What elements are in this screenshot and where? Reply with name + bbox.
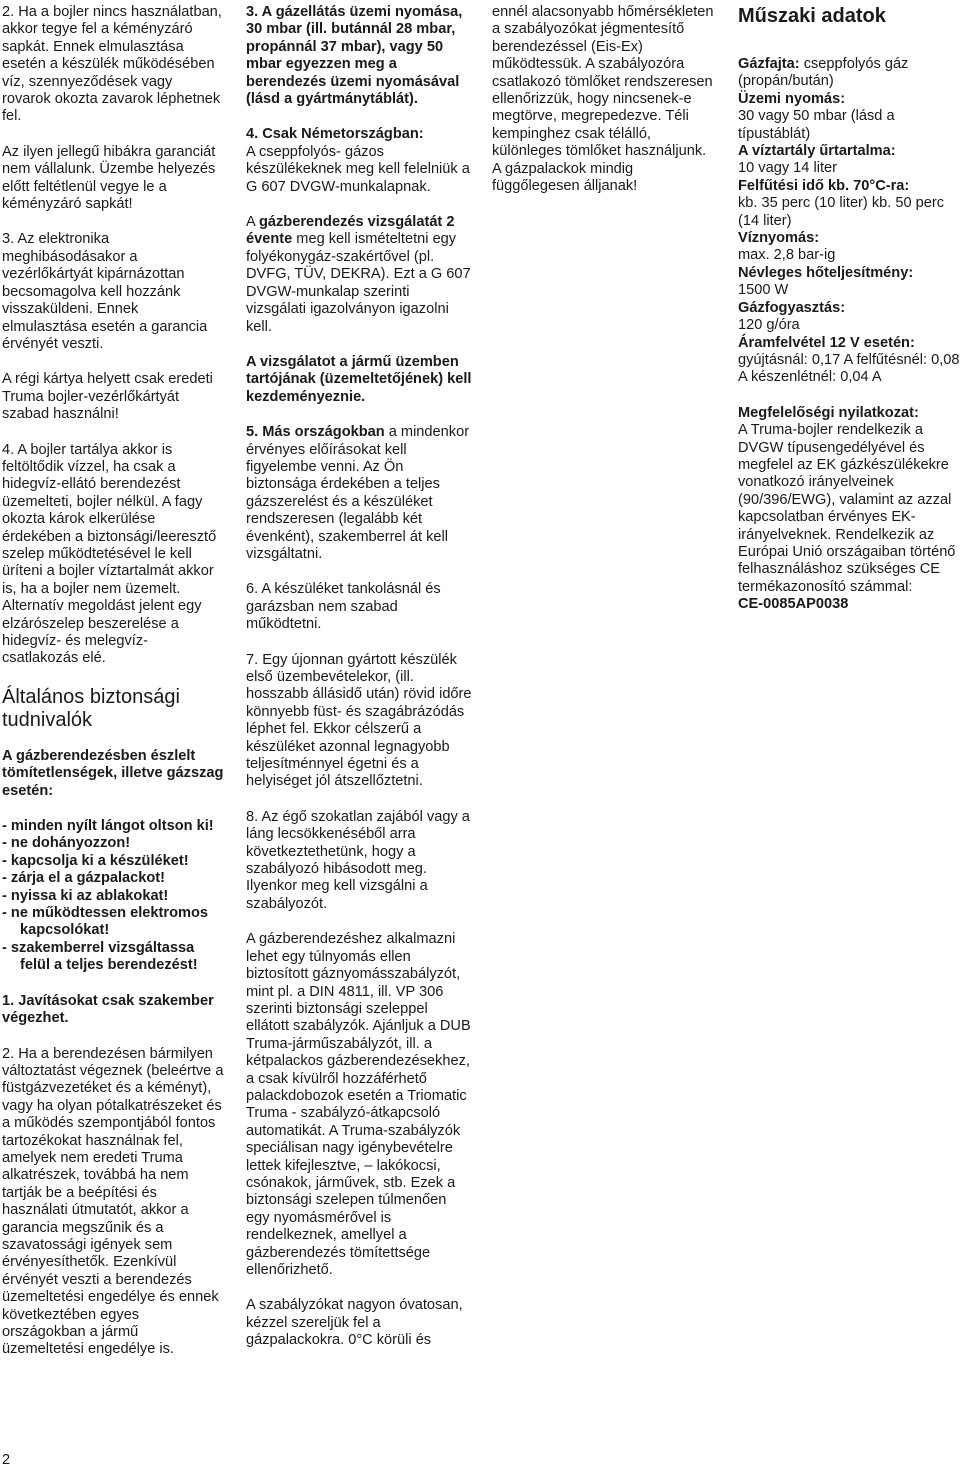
spec-operating-pressure xyxy=(738,91,960,143)
warning-item: - ne dohányozzon! xyxy=(2,835,131,852)
spec-label: Névleges hőteljesítmény: xyxy=(738,264,914,281)
column-2 xyxy=(246,4,472,1368)
spec-value: 10 vagy 14 liter xyxy=(738,160,837,177)
ce-code: CE-0085AP0038 xyxy=(738,596,849,613)
paragraph: A régi kártya helyett csak eredeti Truma bojler-vezérlőkártyát szabad használni! xyxy=(2,371,213,423)
paragraph: ennél alacsonyabb hőmérsékleten a szabályozókat jégmentesítő berendezéssel (Eis-Ex) működtessük. A szabályozóra csatlakozó tömlőket rendszeresen ellenőrizzük, hogy nincsenek-e megtörve, megrepedezve. Téli kempinghez csak télálló, különleges tömlőket használjunk. A gázpalackok mindig függőlegesen álljanak! xyxy=(492,4,714,195)
spec-gas-type xyxy=(738,56,960,91)
declaration-label: Megfelelőségi nyilatkozat: xyxy=(738,404,919,421)
warning-item: - kapcsolja ki a készüléket! xyxy=(2,852,189,869)
spec-value: cseppfolyós gáz (propán/bután) xyxy=(738,56,909,90)
column-3 xyxy=(492,4,718,213)
warning-item: - szakemberrel vizsgáltassa felül a teljes berendezést! xyxy=(2,939,198,974)
spec-value: 1500 W xyxy=(738,282,789,299)
safety-item-6: 6. A készüléket tankolásnál és garázsban nem szabad működtetni. xyxy=(246,581,441,633)
inspection-interval: gázberendezés vizsgálatát 2 évente xyxy=(246,214,455,248)
spec-current-draw xyxy=(738,335,960,387)
safety-item-1: 1. Javításokat csak szakember végezhet. xyxy=(2,992,214,1027)
spec-tank-capacity xyxy=(738,143,960,178)
spec-value: max. 2,8 bar-ig xyxy=(738,247,836,264)
text-run: meg kell ismételtetni egy folyékonygáz-szakértővel (pl. DVFG, TÜV, DEKRA). Ezt a G 607 DVGW-munkalap szerinti vizsgálati igazolványon igazolni kell. xyxy=(246,231,471,335)
safety-item-5 xyxy=(246,424,472,563)
item-text: A cseppfolyós- gázos készülékeknek meg kell felelniük a G 607 DVGW-munkalapnak. xyxy=(246,143,470,195)
safety-item-8: 8. Az égő szokatlan zajából vagy a láng lecsökkenéséből arra következtethetünk, hogy a szabályozó hibásodott meg. Ilyenkor meg kell vizsgálni a szabályozót. xyxy=(246,808,470,912)
spec-label: Felfűtési idő kb. 70°C-ra: xyxy=(738,177,910,194)
spec-gas-consumption xyxy=(738,300,960,335)
paragraph: 3. Az elektronika meghibásodásakor a vezérlőkártyát kipárnázottan becsomagolva kell hozzánk visszaküldeni. Ennek elmulasztása esetén a garancia érvényét veszti. xyxy=(2,231,208,352)
spec-nominal-output xyxy=(738,265,960,300)
spec-value: 30 vagy 50 mbar (lásd a típustáblát) xyxy=(738,108,895,142)
warning-item: - nyissa ki az ablakokat! xyxy=(2,887,169,904)
technical-data-heading: Műszaki adatok xyxy=(738,5,886,27)
paragraph: 4. A bojler tartálya akkor is feltöltődik vízzel, ha csak a hidegvíz-ellátó berendezést üzemelteti, bojler nélkül. A fagy okozta károk elkerülése érdekében a biztonsági/leeresztő szelep működtetésével le kell üríteni a bojler víztartalmát akkor is, ha a bojler nem üzemelt. Alternatív megoldást jelent egy elzárószelep beszerelése a hidegvíz- és melegvíz-csatlakozás elé. xyxy=(2,441,217,667)
spec-label: Üzemi nyomás: xyxy=(738,90,846,107)
regulator-paragraph: A gázberendezéshez alkalmazni lehet egy túlnyomás ellen biztosított gáznyomásszabályzót, mint pl. a DIN 4811, ill. VP 306 szerinti biztonsági szeleppel ellátott szabályzók. Ajánljuk a DUB Truma-járműszabályzót, ill. a kétpalackos gázberendezésekhez, a csak kívülről hozzáférhető palackdobozok esetén a Triomatic Truma - szabályzó-átkapcsoló automatikát. A Truma-szabályzók speciálisan nagy igénybevételre lettek kifejlesztve, – lakókocsi, csónakok, járművek, stb. Ezek a biztonsági szelepen túlmenően egy nyomásmérővel is rendelkeznek, amellyel a gázberendezés tömítettsége ellenőrizhető. xyxy=(246,931,471,1278)
spec-value: kb. 35 perc (10 liter) kb. 50 perc (14 liter) xyxy=(738,195,945,229)
safety-item-4 xyxy=(246,126,472,196)
warning-item: - minden nyílt lángot oltson ki! xyxy=(2,818,214,835)
declaration-text: A Truma-bojler rendelkezik a DVGW típusengedélyével és megfelel az EK gázkészülékekre vonatkozó irányelveinek (90/396/EWG), valamint az azzal kapcsolatban érvényes EK-irányelveknek. Rendelkezik az Európai Unió országaiban történő felhasználáshoz szükséges CE termékazonosító számmal: xyxy=(738,422,956,595)
spec-heating-time xyxy=(738,178,960,230)
warning-item: - ne működtessen elektromos kapcsolókat! xyxy=(2,905,208,939)
spec-label: Víznyomás: xyxy=(738,230,820,247)
inspection-note: A vizsgálatot a jármű üzemben tartójának (üzemeltetőjének) kell kezdeményeznie. xyxy=(246,353,472,405)
column-1 xyxy=(2,4,224,1377)
text-run: A xyxy=(246,214,259,231)
warning-intro: A gázberendezésben észlelt tömítetlenségek, illetve gázszag esetén: xyxy=(2,747,224,799)
safety-item-7: 7. Egy újonnan gyártott készülék első üzembevételekor, (ill. hosszabb állásidő után) rövid időre könnyebb füst- és szagábrázódás léphet fel. Ekkor célszerű a készüléket azonnal legnagyobb teljesítménnyel égetni és a helyiséget jól átszellőztetni. xyxy=(246,651,472,790)
paragraph: 2. Ha a bojler nincs használatban, akkor tegye fel a kéményzáró sapkát. Ennek elmulasztása esetén a készülék működésében víz, szennyeződések vagy rovarok okozta zavarok léphetnek fel. xyxy=(2,4,222,125)
regulator-paragraph-2: A szabályzókat nagyon óvatosan, kézzel szereljük fel a gázpalackokra. 0°C körüli és xyxy=(246,1297,463,1349)
section-heading: Általános biztonsági tudnivalók xyxy=(2,685,180,731)
spec-label: Gázfajta: xyxy=(738,56,800,72)
declaration-of-conformity xyxy=(738,405,960,614)
page-number: 2 xyxy=(2,1452,11,1468)
spec-water-pressure xyxy=(738,230,960,265)
safety-item-2: 2. Ha a berendezésen bármilyen változtatást végeznek (beleértve a füstgázvezetéket és a kéményt), vagy ha olyan pótalkatrészeket és a működés szempontjából fontos tartozékokat használnak fel, amelyek nem eredeti Truma alkatrészek, továbbá ha nem tartják be a beépítési és használati útmutatót, akkor a garancia megszűnik és a szavatossági igények sem érvényesíthetők. Ezenkívül érvényét veszti a berendezés üzemeltetési engedélye és ennek következtében egyes országokban a jármű üzemeltetési engedélye is. xyxy=(2,1045,224,1358)
item-title: 5. Más országokban xyxy=(246,424,385,441)
safety-item-3: 3. A gázellátás üzemi nyomása, 30 mbar (ill. butánnál 28 mbar, propánnál 37 mbar), vagy 50 mbar egyezzen meg a berendezés üzemi nyomásával (lásd a gyártmánytáblát). xyxy=(246,4,463,108)
item-text: a mindenkor érvényes előírásokat kell figyelembe venni. Az Ön biztonsága érdekében a teljes gázszerelést és a készüléket rendszeresen (legalább két évenként), szakemberrel át kell vizsgáltatni. xyxy=(246,424,470,562)
paragraph: Az ilyen jellegű hibákra garanciát nem vállalunk. Üzembe helyezés előtt feltétlenül vegye le a kéményzáró sapkát! xyxy=(2,143,216,213)
spec-value: 120 g/óra xyxy=(738,317,800,334)
spec-value: gyújtásnál: 0,17 A felfűtésnél: 0,08 A készenlétnél: 0,04 A xyxy=(738,351,960,386)
spec-label: Gázfogyasztás: xyxy=(738,299,846,316)
item-title: 4. Csak Németországban: xyxy=(246,126,424,143)
warning-item: - zárja el a gázpalackot! xyxy=(2,870,166,887)
column-4 xyxy=(738,4,960,614)
inspection-paragraph xyxy=(246,214,472,336)
warning-list xyxy=(2,818,224,975)
spec-label: A víztartály űrtartalma: xyxy=(738,143,896,160)
spec-label: Áramfelvétel 12 V esetén: xyxy=(738,334,915,351)
